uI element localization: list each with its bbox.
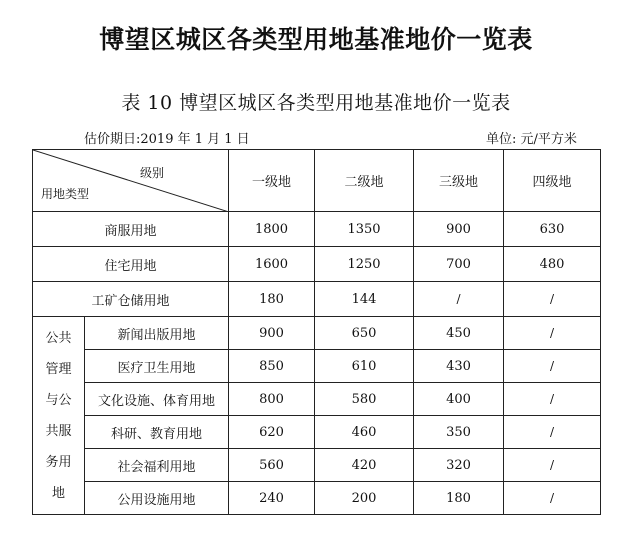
price-cell: 630: [504, 212, 601, 247]
table-row: [33, 449, 601, 482]
group-label-line: 管理: [45, 361, 72, 377]
price-cell: 430: [414, 350, 504, 383]
group-label-line: 与公: [45, 392, 72, 408]
landuse-type: 医疗卫生用地: [85, 350, 229, 383]
price-cell: 700: [414, 247, 504, 282]
price-cell: 180: [414, 482, 504, 515]
level-header-1: 一级地: [229, 150, 315, 212]
price-cell: /: [504, 317, 601, 350]
price-cell: /: [504, 449, 601, 482]
table-row: [33, 416, 601, 449]
price-cell: 450: [414, 317, 504, 350]
price-cell: /: [504, 282, 601, 317]
price-cell: 400: [414, 383, 504, 416]
price-cell: 144: [315, 282, 414, 317]
level-header-3: 三级地: [414, 150, 504, 212]
table-title: 表 10 博望区城区各类型用地基准地价一览表: [121, 92, 511, 114]
valuation-date: 估价期日:2019 年 1 月 1 日: [84, 132, 250, 147]
price-cell: 580: [315, 383, 414, 416]
landuse-type: 科研、教育用地: [85, 416, 229, 449]
table-row: [33, 282, 601, 317]
price-cell: 650: [315, 317, 414, 350]
level-header-4: 四级地: [504, 150, 601, 212]
price-cell: 900: [229, 317, 315, 350]
level-header-label: 级别: [139, 166, 164, 180]
price-cell: 620: [229, 416, 315, 449]
price-cell: 350: [414, 416, 504, 449]
group-label-line: 务用: [45, 454, 72, 470]
price-cell: 240: [229, 482, 315, 515]
group-label-line: 地: [51, 485, 65, 501]
price-cell: 420: [315, 449, 414, 482]
price-cell: 560: [229, 449, 315, 482]
level-header-2: 二级地: [315, 150, 414, 212]
price-cell: 1800: [229, 212, 315, 247]
landuse-type: 社会福利用地: [85, 449, 229, 482]
table-row: [33, 482, 601, 515]
price-cell: /: [504, 416, 601, 449]
price-cell: 320: [414, 449, 504, 482]
table-row: [33, 350, 601, 383]
price-cell: /: [504, 383, 601, 416]
price-cell: 800: [229, 383, 315, 416]
price-cell: /: [504, 482, 601, 515]
price-cell: 1350: [315, 212, 414, 247]
diagonal-divider: [33, 150, 229, 212]
table-row: [33, 383, 601, 416]
price-cell: 200: [315, 482, 414, 515]
price-cell: 480: [504, 247, 601, 282]
public-service-group-label: [33, 317, 85, 515]
page-title: 博望区城区各类型用地基准地价一览表: [99, 25, 533, 54]
price-cell: 460: [315, 416, 414, 449]
unit-label: 单位: 元/平方米: [486, 132, 577, 147]
landuse-header-label: 用地类型: [41, 187, 90, 201]
price-cell: 180: [229, 282, 315, 317]
price-cell: /: [504, 350, 601, 383]
price-cell slash: /: [414, 282, 504, 317]
landuse-type: 文化设施、体育用地: [85, 383, 229, 416]
landuse-type: 公用设施用地: [85, 482, 229, 515]
price-cell: 850: [229, 350, 315, 383]
price-cell: 610: [315, 350, 414, 383]
price-cell: 1250: [315, 247, 414, 282]
table-row: [33, 247, 601, 282]
group-label-line: 公共: [45, 330, 72, 346]
price-cell: 900: [414, 212, 504, 247]
table-row: [33, 317, 601, 350]
group-label-line: 共服: [45, 423, 72, 439]
landuse-type: 新闻出版用地: [85, 317, 229, 350]
landuse-type: 住宅用地: [33, 247, 229, 282]
price-cell: 1600: [229, 247, 315, 282]
land-price-table: [32, 149, 601, 515]
header-row: [33, 150, 601, 212]
table-row: [33, 212, 601, 247]
landuse-type: 商服用地: [33, 212, 229, 247]
corner-header-cell: [33, 150, 229, 212]
landuse-type: 工矿仓储用地: [33, 282, 229, 317]
